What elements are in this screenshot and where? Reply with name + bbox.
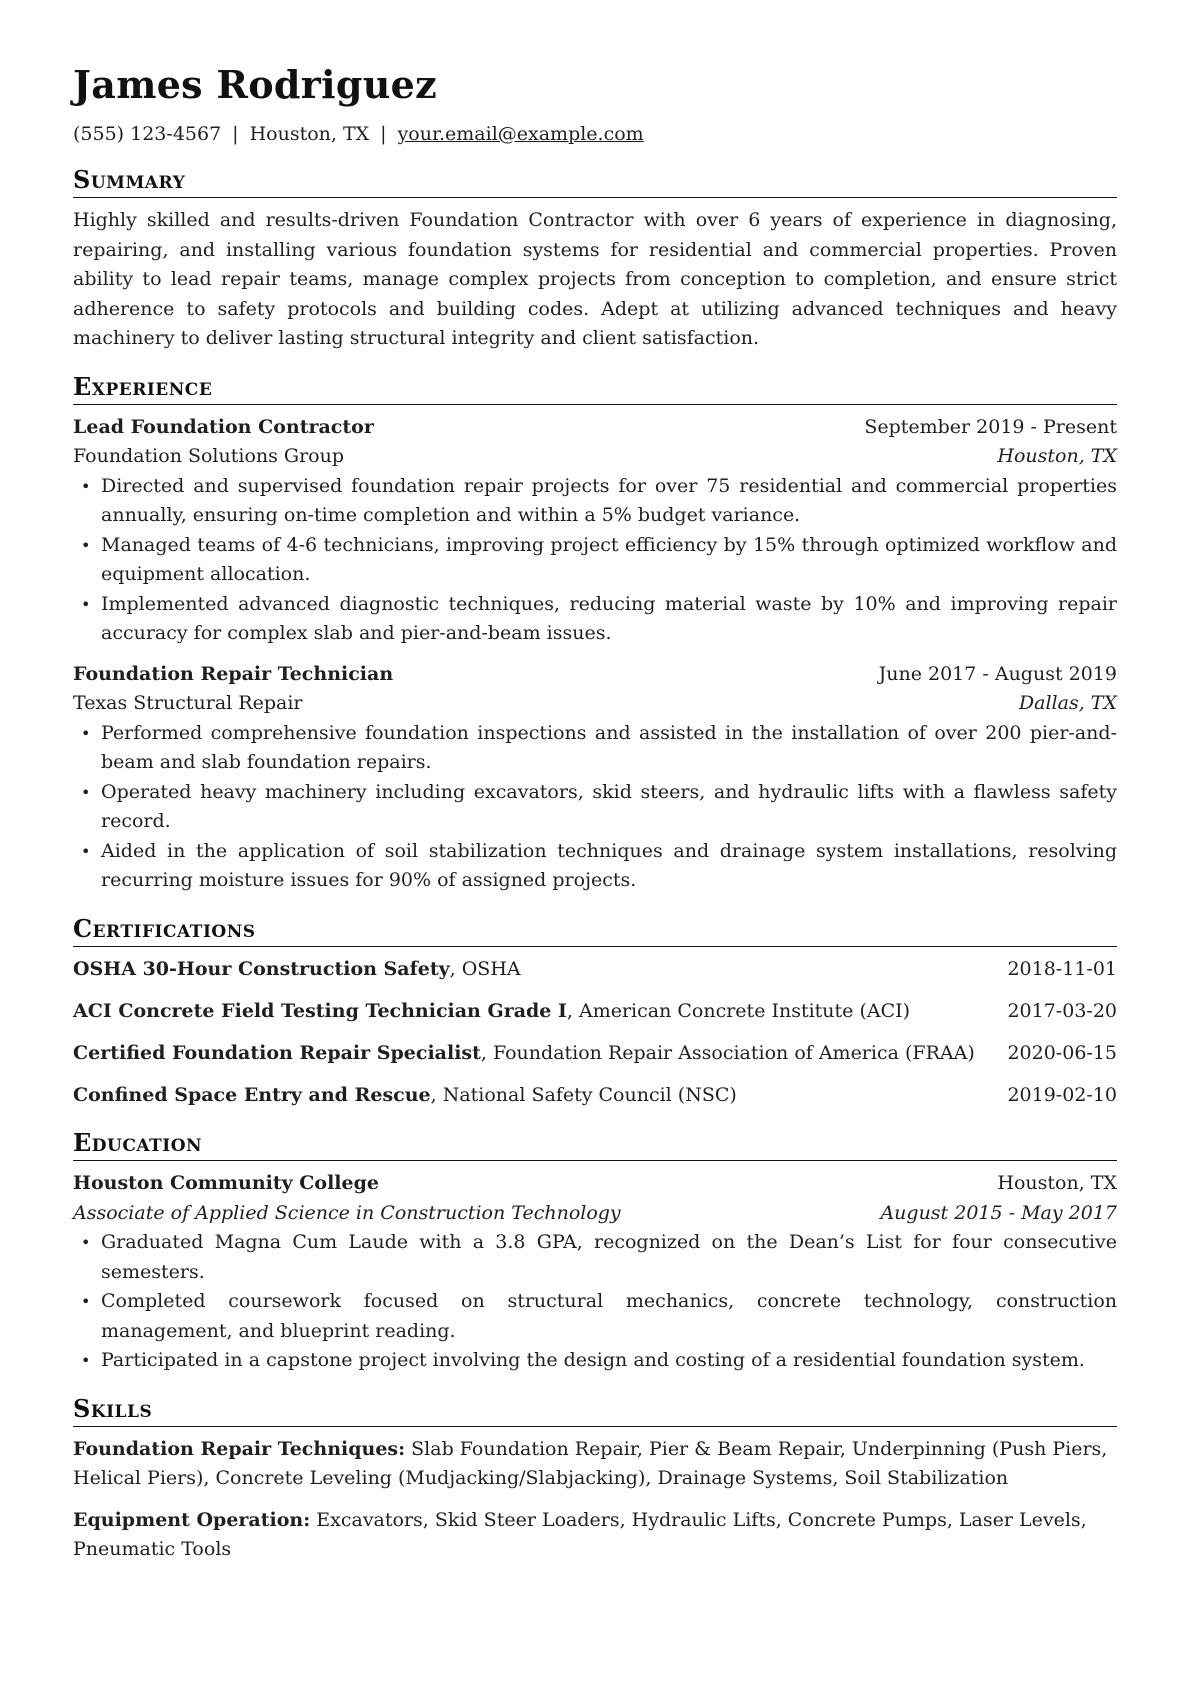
cert-issuer: , OSHA [449,957,521,980]
certification-item [73,997,1117,1027]
skill-label: Equipment Operation: [73,1508,311,1531]
cert-issuer: , Foundation Repair Association of America (FRAA) [480,1041,975,1064]
email-link[interactable]: your.email@example.com [397,123,644,145]
section-title-experience: Experience [73,372,1117,405]
education-dates: August 2015 - May 2017 [880,1201,1117,1224]
certification-item [73,1039,1117,1069]
bullet-item: • Performed comprehensive foundation inspections and assisted in the installation of over 200 pier-and-beam and slab foundation repairs. [73,719,1117,778]
skill-group [73,1435,1117,1494]
section-title-skills: Skills [73,1394,1117,1427]
bullet-item: • Aided in the application of soil stabilization techniques and drainage system installations, resolving recurring moisture issues for 90% of assigned projects. [73,837,1117,896]
candidate-name: James Rodriguez [73,62,438,107]
cert-date: 2019-02-10 [1007,1083,1117,1106]
job-entry [73,413,1117,649]
cert-name: ACI Concrete Field Testing Technician Grade I [73,999,567,1022]
job-bullets [73,719,1117,896]
bullet-item: • Operated heavy machinery including excavators, skid steers, and hydraulic lifts with a flawless safety record. [73,778,1117,837]
separator: | [232,123,239,145]
experience-section [73,372,1117,896]
bullet-item: • Managed teams of 4-6 technicians, improving project efficiency by 15% through optimized workflow and equipment allocation. [73,531,1117,590]
cert-date: 2018-11-01 [1007,957,1117,980]
skills-section [73,1394,1117,1565]
skill-label: Foundation Repair Techniques: [73,1437,406,1460]
summary-section [73,165,1117,354]
cert-name: Confined Space Entry and Rescue [73,1083,431,1106]
skill-items: Slab Foundation Repair, Pier & Beam Repair, Underpinning (Push Piers, Helical Piers), Concrete Leveling (Mudjacking/Slabjacking), Drainage Systems, Soil Stabilization [73,1437,1108,1489]
education-section [73,1128,1117,1376]
degree: Associate of Applied Science in Construction Technology [73,1201,621,1224]
certifications-section [73,914,1117,1111]
bullet-item: • Participated in a capstone project involving the design and costing of a residential foundation system. [73,1346,1117,1376]
bullet-item: • Directed and supervised foundation repair projects for over 75 residential and commercial properties annually, ensuring on-time completion and within a 5% budget variance. [73,472,1117,531]
contact-line [73,121,1117,147]
job-role: Foundation Repair Technician [73,662,394,685]
school-location: Houston, TX [997,1172,1117,1194]
education-bullets [73,1228,1117,1376]
job-company: Foundation Solutions Group [73,445,345,467]
job-entry [73,660,1117,896]
job-role: Lead Foundation Contractor [73,415,374,438]
section-title-summary: Summary [73,165,1117,198]
bullet-item: • Implemented advanced diagnostic techniques, reducing material waste by 10% and improving repair accuracy for complex slab and pier-and-beam issues. [73,590,1117,649]
job-location: Dallas, TX [1018,692,1117,714]
bullet-item: • Completed coursework focused on structural mechanics, concrete technology, construction management, and blueprint reading. [73,1287,1117,1346]
summary-text: Highly skilled and results-driven Foundation Contractor with over 6 years of experience in diagnosing, repairing, and installing various foundation systems for residential and commercial properties. Proven ability to lead repair teams, manage complex projects from conception to completion, and ensure strict adherence to safety protocols and building codes. Adept at utilizing advanced techniques and heavy machinery to deliver lasting structural integrity and client satisfaction. [73,209,1117,349]
skill-group [73,1506,1117,1565]
cert-name: Certified Foundation Repair Specialist [73,1041,481,1064]
phone: (555) 123-4567 [73,123,222,145]
job-dates: September 2019 - Present [864,415,1117,438]
skill-items: Excavators, Skid Steer Loaders, Hydraulic Lifts, Concrete Pumps, Laser Levels, Pneumatic Tools [73,1508,1087,1560]
cert-name: OSHA 30-Hour Construction Safety [73,957,450,980]
job-location: Houston, TX [997,445,1117,467]
separator: | [380,123,387,145]
cert-date: 2017-03-20 [1007,999,1117,1022]
section-title-education: Education [73,1128,1117,1161]
cert-date: 2020-06-15 [1007,1041,1117,1064]
school-name: Houston Community College [73,1172,379,1194]
cert-issuer: , American Concrete Institute (ACI) [566,999,911,1022]
job-dates: June 2017 - August 2019 [878,662,1117,685]
job-company: Texas Structural Repair [73,692,303,714]
bullet-item: • Graduated Magna Cum Laude with a 3.8 GPA, recognized on the Dean’s List for four consecutive semesters. [73,1228,1117,1287]
section-title-certifications: Certifications [73,914,1117,947]
job-bullets [73,472,1117,649]
cert-issuer: , National Safety Council (NSC) [430,1083,737,1106]
location: Houston, TX [249,123,370,145]
certification-item [73,955,1117,985]
certification-item [73,1081,1117,1111]
